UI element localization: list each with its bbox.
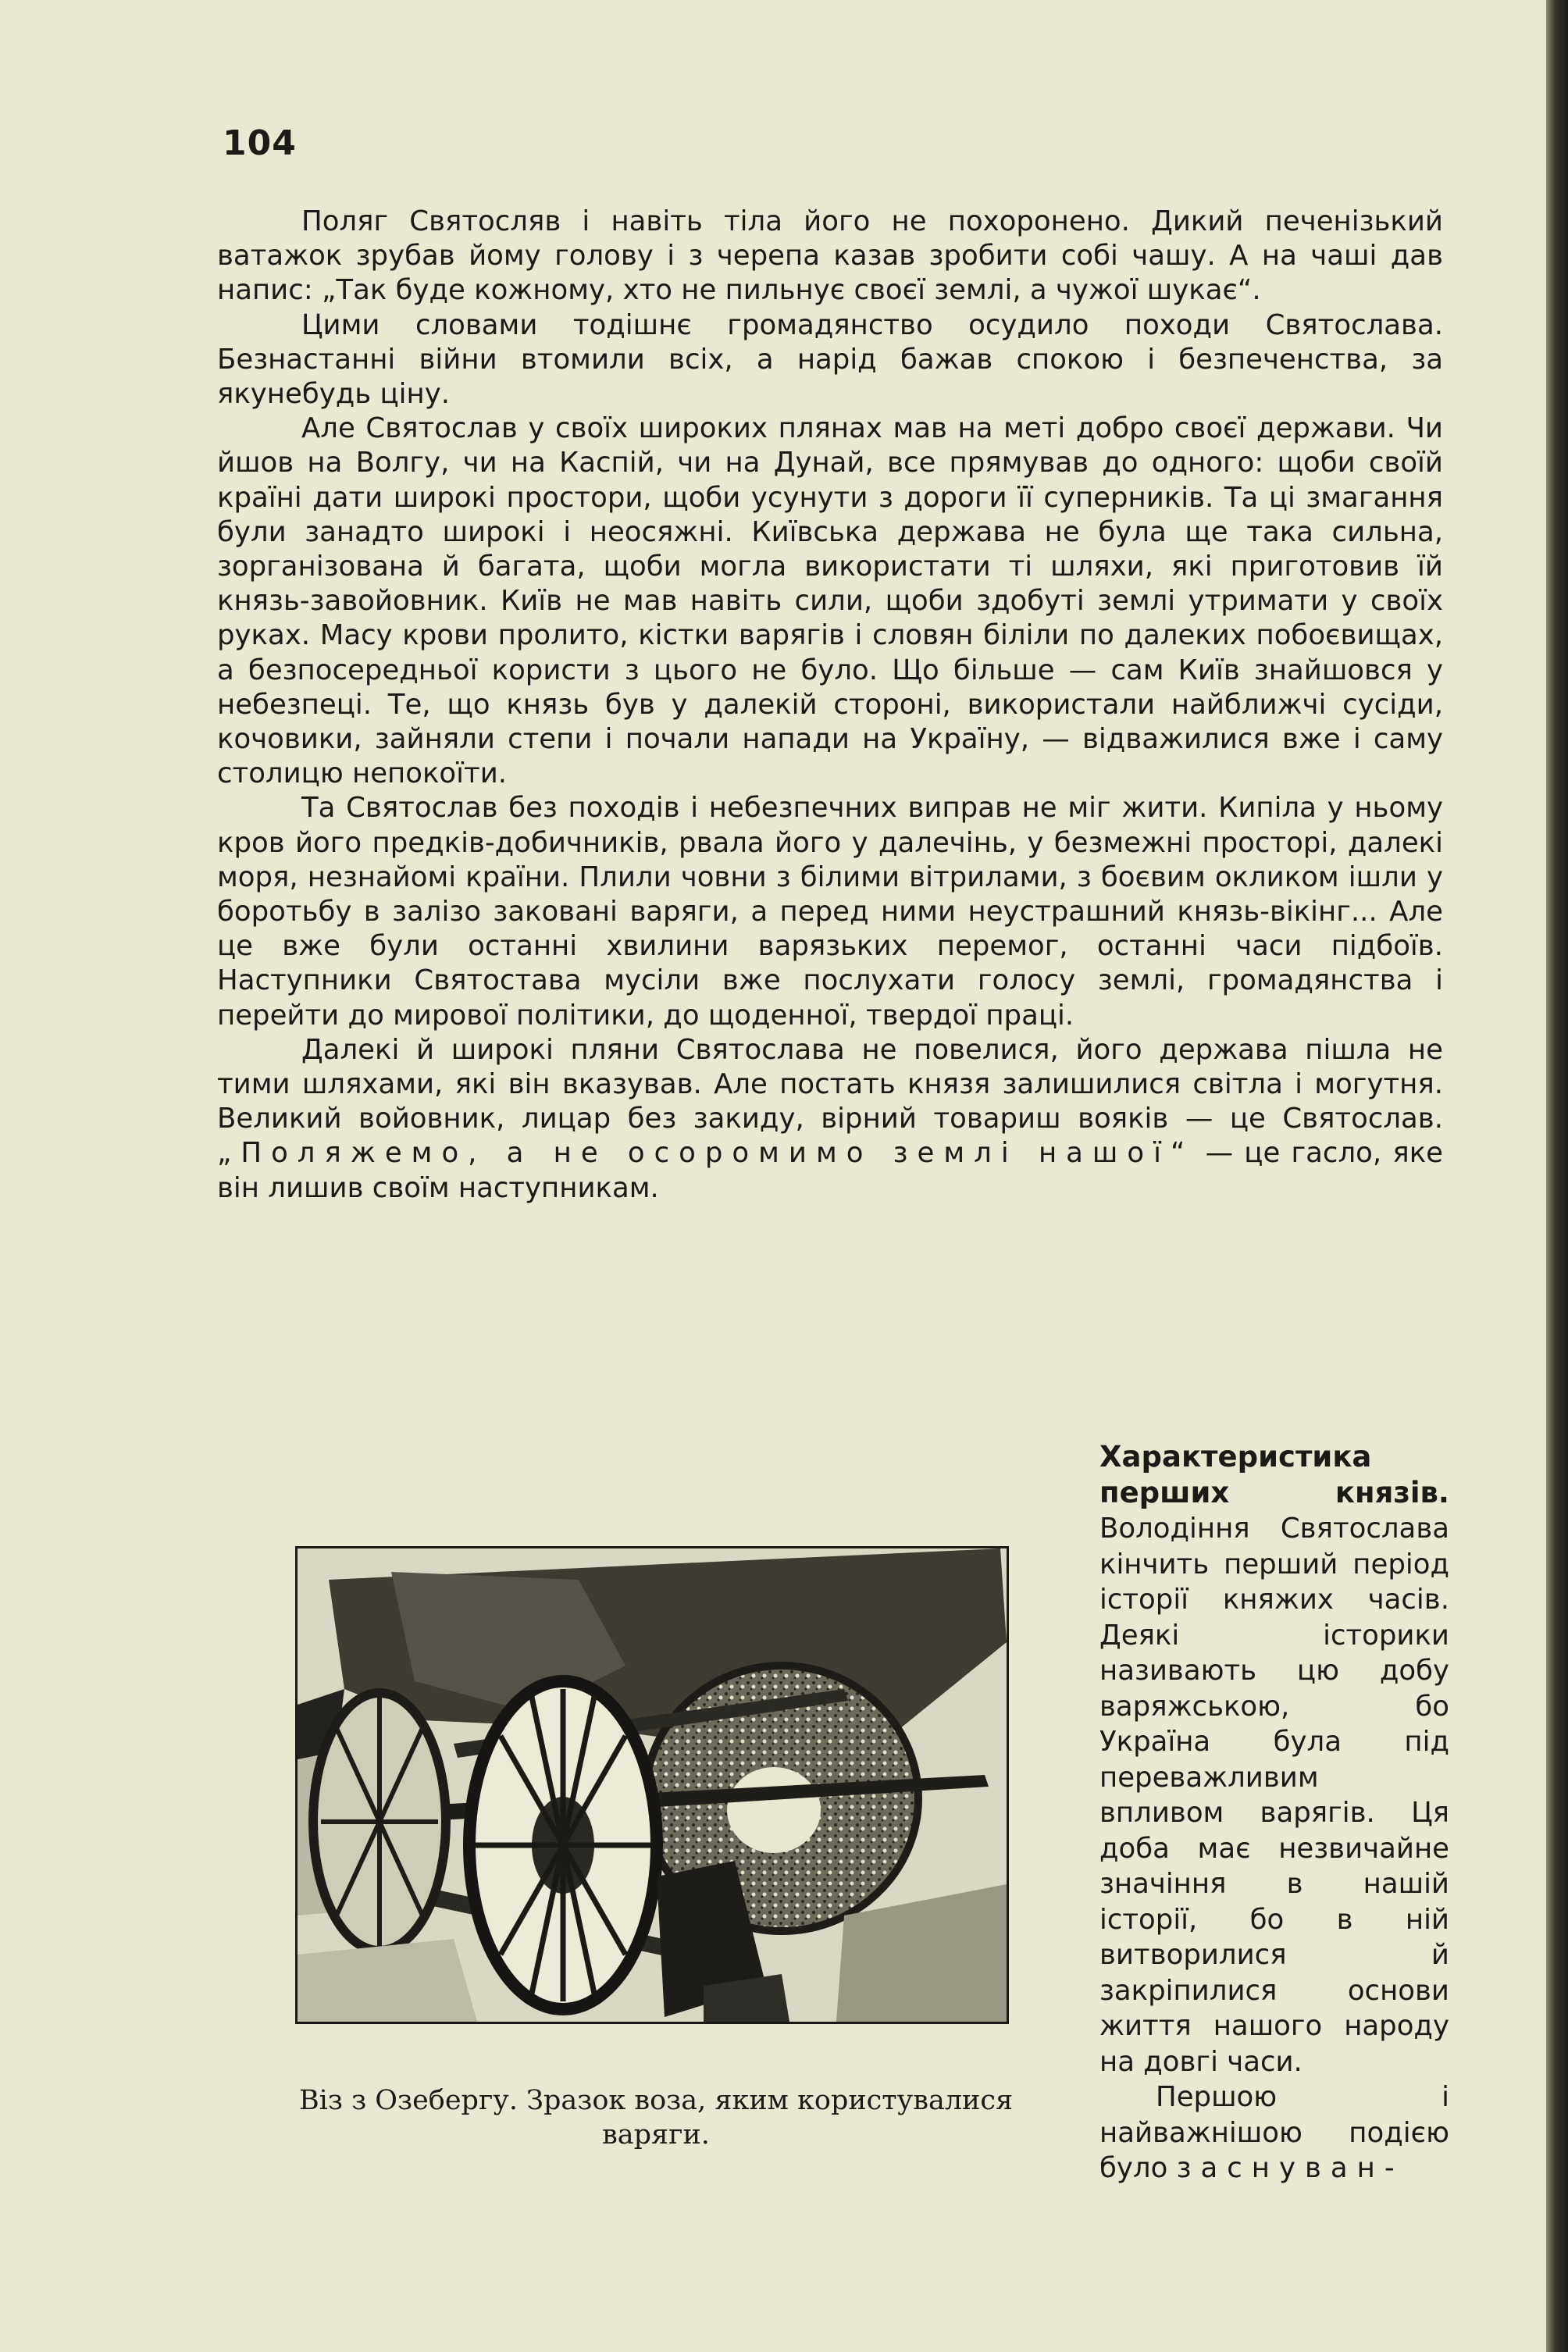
paragraph-text: Далекі й широкі пляни Святослава не повелися, його держава пішла не тими шляхами, які він вказував. Але постать князя залишилися світла і могутня. Великий войовник, лицар без закиду, вірний товариш вояків — це Святослав. <box>217 1033 1443 1135</box>
sidebar-column <box>1099 1439 1449 2186</box>
cart-illustration <box>298 1548 1007 2022</box>
page-number: 104 <box>223 123 297 163</box>
sidebar-text: Першою і найважнішою подією було <box>1099 2081 1449 2184</box>
paragraph-text: — це гасло, яке він лишив своїм наступникам. <box>217 1137 1443 1204</box>
spaced-quote: „Поляжемо, а не осоромимо землі нашої“ <box>217 1137 1195 1170</box>
sidebar-body <box>1099 1511 1449 2186</box>
sidebar-paragraph: Володіння Святослава кінчить перший період історії княжих часів. Деякі історики називають цю добу варяжською, бо Україна була під переважливим впливом варягів. Ця доба має незвичайне значіння в нашій історії, бо в ній витворилися й закріпилися основи життя нашого народу на довгі часи. <box>1099 1513 1449 2078</box>
main-text-column <box>217 205 1443 1206</box>
page-edge-shadow <box>1546 0 1568 2352</box>
paragraph: Але Святослав у своїх широких плянах мав на меті добро своєї держави. Чи йшов на Волгу, чи на Каспій, чи на Дунай, все прямував до одного: щоби своїй країні дати широкі простори, щоби усунути з дороги її суперників. Та ці змагання були занадто широкі і неосяжні. Київська держава не була ще така сильна, зорганізована й багата, щоби могла використати ті шляхи, які приготовив їй князь-завойовник. Київ не мав навіть сили, щоби здобуті землі утримати у своїх руках. Масу крови пролито, кістки варягів і словян біліли по далеких побоєвищах, а безпосередньої користи з цього не було. Що більше — сам Київ знайшовся у небезпеці. Те, що князь був у далекій стороні, використали найближчі сусіди, кочовики, зайняли степи і почали напади на Україну, — відважилися вже і саму столицю непокоїти. <box>217 412 1443 790</box>
figure-cart-photo <box>295 1546 1009 2024</box>
sidebar-paragraph <box>1099 2079 1449 2186</box>
paragraph-last <box>217 1033 1443 1206</box>
paragraph: Поляг Святосляв і навіть тіла його не похоронено. Дикий печенізький ватажок зрубав йому голову і з черепа казав зробити собі чашу. А на чаші дав напис: „Так буде кожному, хто не пильнує своєї землі, а чужої шукає“. <box>217 205 1443 307</box>
figure-caption: Віз з Озебергу. Зразок воза, яким користувалися варяги. <box>298 2085 1014 2151</box>
paragraph: Цими словами тодішнє громадянство осудило походи Святослава. Безнастанні війни втомили всіх, а нарід бажав спокою і безпеченства, за якунебудь ціну. <box>217 308 1443 411</box>
sidebar-spaced-text: заснуван- <box>1176 2152 1404 2184</box>
paragraph: Та Святослав без походів і небезпечних виправ не міг жити. Кипіла у ньому кров його предків-добичників, рвала його у далечінь, у безмежні просторі, далекі моря, незнайомі країни. Плили човни з білими вітрилами, з боєвим окликом ішли у боротьбу в залізо заковані варяги, а перед ними неустрашний князь-вікінг... Але це вже були останні хвилини варязьких перемог, останні часи підбоїв. Наступники Святостава мусіли вже послухати голосу землі, громадянства і перейти до мирової політики, до щоденної, твердої праці. <box>217 792 1443 1032</box>
sidebar-heading: Характеристика перших князів. <box>1099 1440 1449 1509</box>
